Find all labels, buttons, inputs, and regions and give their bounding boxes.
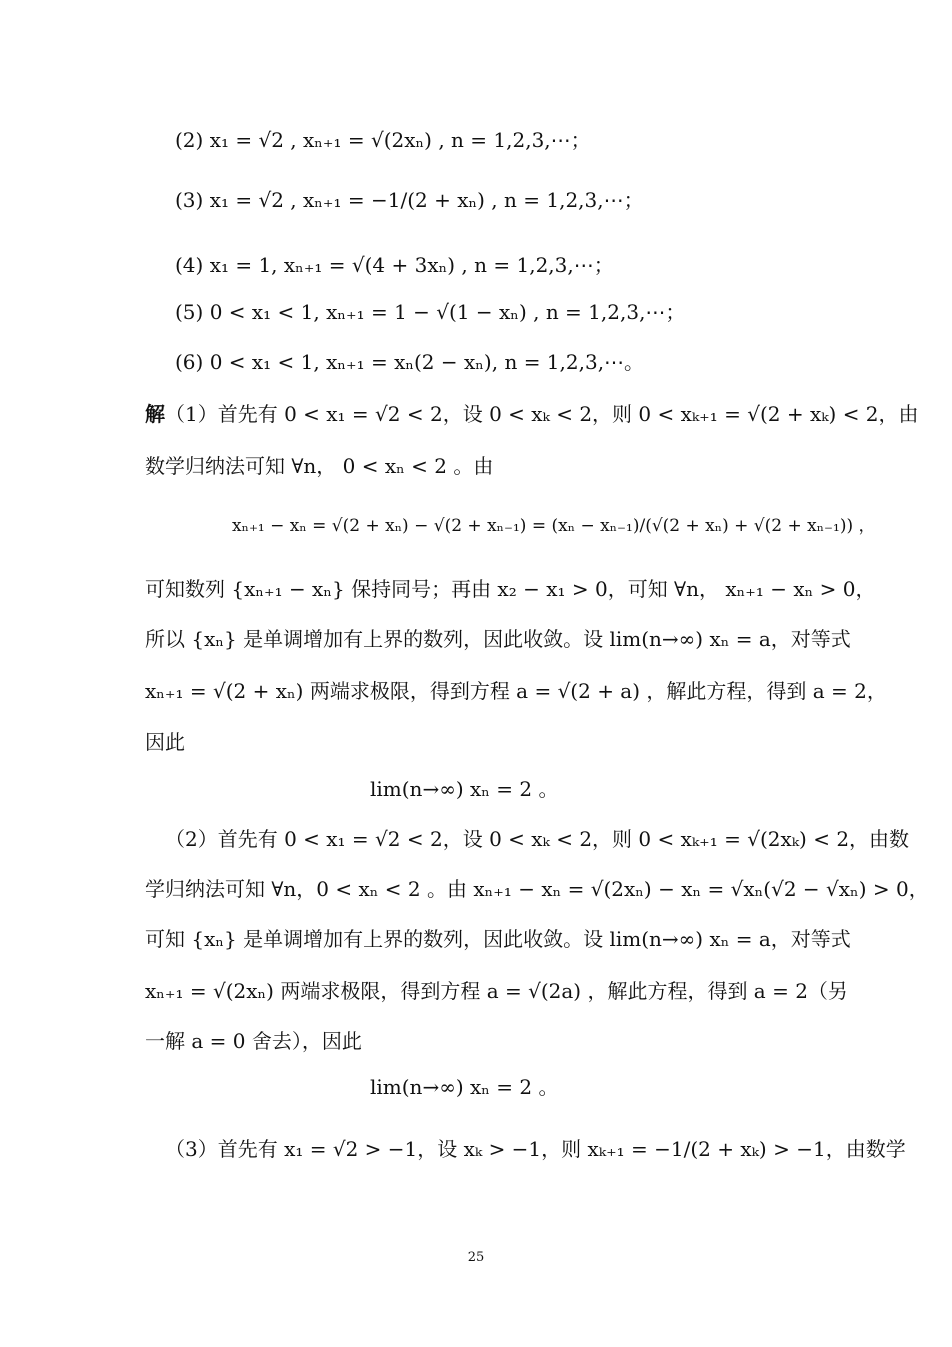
solution-2-line-1: （2）首先有 0 < x₁ = √2 < 2，设 0 < xₖ < 2，则 0 < xₖ₊₁ = √(2xₖ) < 2，由数 (165, 827, 910, 851)
solution-1-line-6: 因此 (145, 730, 185, 754)
solution-1-limit: lim(n→∞) xₙ = 2 。 (370, 777, 559, 801)
item-5: (5) 0 < x₁ < 1, xₙ₊₁ = 1 − √(1 − xₙ) , n = 1,2,3,⋯； (175, 300, 686, 324)
item-3: (3) x₁ = √2 , xₙ₊₁ = −1/(2 + xₙ) , n = 1,2,3,⋯； (175, 188, 644, 212)
solution-label: 解 (145, 402, 165, 426)
solution-2-limit: lim(n→∞) xₙ = 2 。 (370, 1075, 559, 1099)
solution-1-line-5: xₙ₊₁ = √(2 + xₙ) 两端求极限，得到方程 a = √(2 + a) ，解此方程，得到 a = 2， (145, 679, 887, 703)
solution-2-line-2: 学归纳法可知 ∀n，0 < xₙ < 2 。由 xₙ₊₁ − xₙ = √(2xₙ) − xₙ = √xₙ(√2 − √xₙ) > 0， (145, 877, 929, 901)
solution-2-line-3: 可知 {xₙ} 是单调增加有上界的数列，因此收敛。设 lim(n→∞) xₙ = a，对等式 (145, 927, 851, 951)
page-number: 25 (467, 1250, 485, 1265)
solution-1-line-1 (145, 400, 919, 428)
solution-1-text-1: （1）首先有 0 < x₁ = √2 < 2，设 0 < xₖ < 2，则 0 < xₖ₊₁ = √(2 + xₖ) < 2，由 (165, 402, 919, 426)
solution-2-line-4: xₙ₊₁ = √(2xₙ) 两端求极限，得到方程 a = √(2a) ，解此方程，得到 a = 2（另 (145, 979, 848, 1003)
solution-1-equation: xₙ₊₁ − xₙ = √(2 + xₙ) − √(2 + xₙ₋₁) = (xₙ − xₙ₋₁)/(√(2 + xₙ) + √(2 + xₙ₋₁)) ， (232, 516, 876, 536)
solution-1-line-4: 所以 {xₙ} 是单调增加有上界的数列，因此收敛。设 lim(n→∞) xₙ = a，对等式 (145, 627, 851, 651)
item-4: (4) x₁ = 1, xₙ₊₁ = √(4 + 3xₙ) , n = 1,2,3,⋯； (175, 253, 614, 277)
item-2: (2) x₁ = √2 , xₙ₊₁ = √(2xₙ) , n = 1,2,3,⋯； (175, 128, 591, 152)
item-6: (6) 0 < x₁ < 1, xₙ₊₁ = xₙ(2 − xₙ), n = 1,2,3,⋯。 (175, 350, 645, 374)
solution-2-line-5: 一解 a = 0 舍去），因此 (145, 1029, 362, 1053)
solution-3-line-1: （3）首先有 x₁ = √2 > −1，设 xₖ > −1，则 xₖ₊₁ = −1/(2 + xₖ) > −1，由数学 (165, 1137, 906, 1161)
solution-1-line-3: 可知数列 {xₙ₊₁ − xₙ} 保持同号；再由 x₂ − x₁ > 0，可知 ∀n， xₙ₊₁ − xₙ > 0， (145, 577, 876, 601)
solution-1-line-2: 数学归纳法可知 ∀n， 0 < xₙ < 2 。由 (145, 454, 494, 478)
